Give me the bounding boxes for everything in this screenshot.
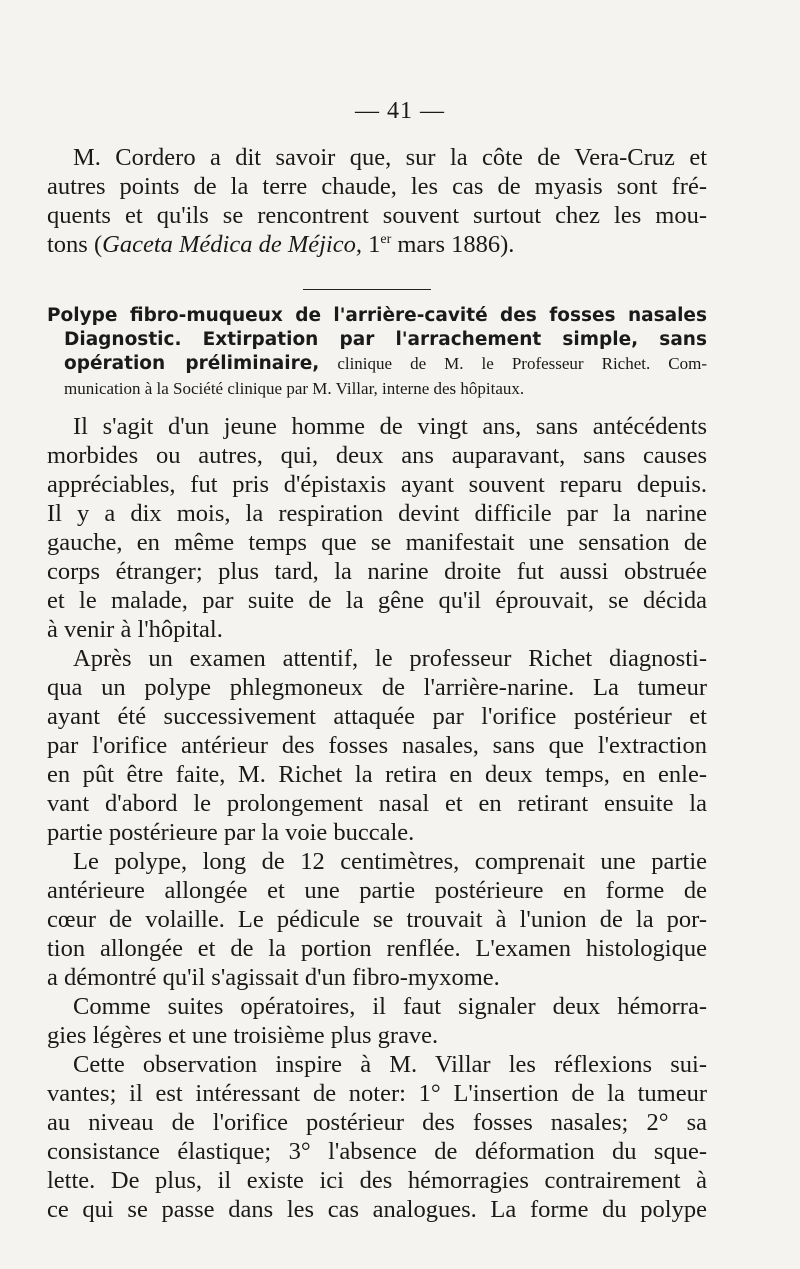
text-line: Le polype, long de 12 centimètres, comprenait une partie <box>73 848 707 875</box>
text-line: et le malade, par suite de la gêne qu'il éprouvait, se décida <box>47 587 707 614</box>
text-line: à venir à l'hôpital. <box>47 616 223 643</box>
text-line: antérieure allongée et une partie postérieure en forme de <box>47 877 707 904</box>
text-line: consistance élastique; 3° l'absence de déformation du sque- <box>47 1138 707 1165</box>
text-line: a démontré qu'il s'agissait d'un fibro-myxome. <box>47 964 500 991</box>
heading-bold-fragment: opération préliminaire, <box>64 353 320 374</box>
text-line: vantes; il est intéressant de noter: 1° L'insertion de la tumeur <box>47 1080 707 1107</box>
text-line: corps étranger; plus tard, la narine droite fut aussi obstruée <box>47 558 707 585</box>
text-line: tion allongée et de la portion renflée. L'examen histologique <box>47 935 707 962</box>
text-line: cœur de volaille. Le pédicule se trouvait à l'union de la por- <box>47 906 707 933</box>
text-line: quents et qu'ils se rencontrent souvent surtout chez les mou- <box>47 202 707 229</box>
text-line: Il y a dix mois, la respiration devint difficile par la narine <box>47 500 707 527</box>
text-line: autres points de la terre chaude, les cas de myasis sont fré- <box>47 173 707 200</box>
text-line: morbides ou autres, qui, deux ans auparavant, sans causes <box>47 442 707 469</box>
text-line: M. Cordero a dit savoir que, sur la côte de Vera-Cruz et <box>73 144 707 171</box>
heading-line <box>47 352 707 377</box>
journal-title: Gaceta Médica de Méjico, <box>102 231 362 258</box>
section-divider <box>303 289 431 290</box>
heading-line: munication à la Société clinique par M. Villar, interne des hôpitaux. <box>64 379 525 398</box>
heading-line: Polype fibro-muqueux de l'arrière-cavité des fosses nasales <box>47 305 707 326</box>
text-line: par l'orifice antérieur des fosses nasales, sans que l'extraction <box>47 732 707 759</box>
text-fragment: mars 1886). <box>391 231 515 258</box>
text-line: en pût être faite, M. Richet la retira en deux temps, en enle- <box>47 761 707 788</box>
text-line: Cette observation inspire à M. Villar les réflexions sui- <box>73 1051 707 1078</box>
text-line: appréciables, fut pris d'épistaxis ayant souvent reparu depuis. <box>47 471 707 498</box>
page-number: — 41 — <box>355 98 445 124</box>
text-line: vant d'abord le prolongement nasal et en retirant ensuite la <box>47 790 707 817</box>
text-line <box>47 230 707 259</box>
text-line: ayant été successivement attaquée par l'orifice postérieur et <box>47 703 707 730</box>
article-heading <box>47 304 707 401</box>
heading-regular-fragment: clinique de M. le Professeur Richet. Com- <box>319 354 707 373</box>
text-line: qua un polype phlegmoneux de l'arrière-narine. La tumeur <box>47 674 707 701</box>
body-text <box>47 412 707 1224</box>
text-line: au niveau de l'orifice postérieur des fosses nasales; 2° sa <box>47 1109 707 1136</box>
text-line: ce qui se passe dans les cas analogues. La forme du polype <box>47 1196 707 1223</box>
text-line: Comme suites opératoires, il faut signaler deux hémorra- <box>73 993 707 1020</box>
text-line: lette. De plus, il existe ici des hémorragies contrairement à <box>47 1167 707 1194</box>
text-fragment: 1 <box>361 231 381 258</box>
text-line: Il s'agit d'un jeune homme de vingt ans, sans antécédents <box>73 413 707 440</box>
text-line: gauche, en même temps que se manifestait une sensation de <box>47 529 707 556</box>
heading-line: Diagnostic. Extirpation par l'arrachement simple, sans <box>64 329 707 350</box>
intro-paragraph <box>47 143 707 259</box>
text-line: Après un examen attentif, le professeur Richet diagnosti- <box>73 645 707 672</box>
text-line: gies légères et une troisième plus grave. <box>47 1022 439 1049</box>
ordinal-superscript: er <box>380 231 392 247</box>
text-fragment: tons ( <box>47 231 103 258</box>
text-line: partie postérieure par la voie buccale. <box>47 819 415 846</box>
